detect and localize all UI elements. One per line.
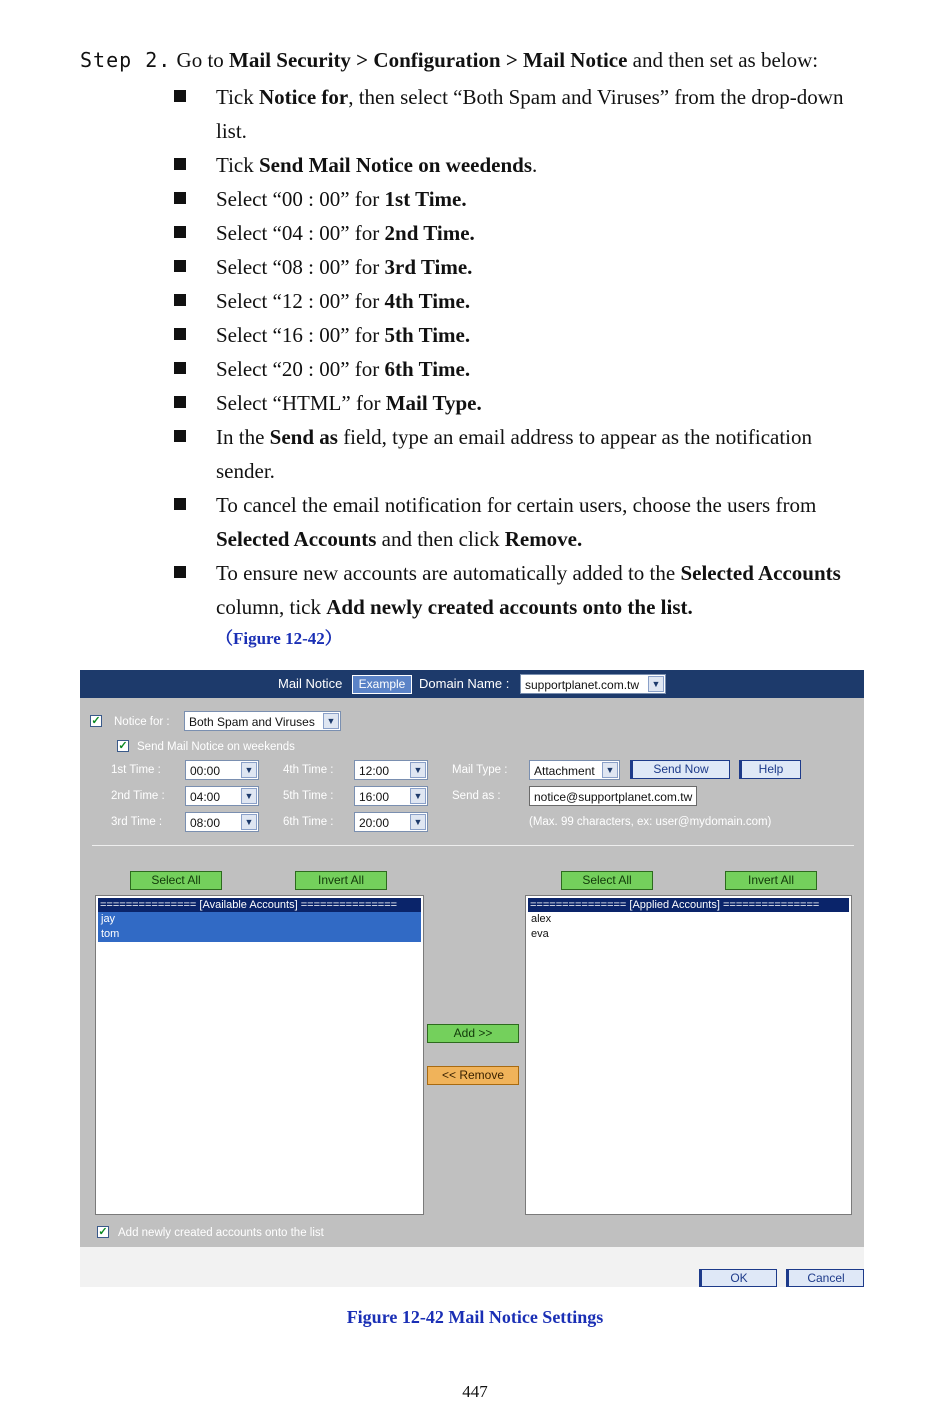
list-item[interactable]: eva bbox=[531, 928, 549, 940]
time-2-value: 04:00 bbox=[190, 790, 221, 804]
time-3-label: 3rd Time : bbox=[111, 816, 163, 828]
instruction-list bbox=[172, 80, 872, 654]
page-number: 447 bbox=[462, 1382, 488, 1401]
bullet-square-icon bbox=[174, 328, 186, 340]
chevron-down-icon: ▼ bbox=[241, 814, 257, 830]
step-intro-end: and then set as below: bbox=[627, 48, 819, 72]
bullet-text: , then select “Both Spam and Viruses” from the drop-down list. bbox=[216, 85, 844, 143]
bullet-text: Select “00 : 00” for bbox=[216, 187, 385, 211]
bullet-text: Tick bbox=[216, 153, 259, 177]
divider bbox=[92, 845, 854, 846]
bullet-square-icon bbox=[174, 362, 186, 374]
available-list-header: =============== [Available Accounts] =============== bbox=[98, 898, 421, 912]
time-4-label: 4th Time : bbox=[283, 764, 334, 776]
list-item bbox=[172, 216, 872, 250]
mail-notice-title: Mail Notice bbox=[278, 676, 343, 691]
bullet-square-icon bbox=[174, 90, 186, 102]
bullet-square-icon bbox=[174, 498, 186, 510]
time-6-select[interactable] bbox=[354, 812, 428, 832]
bullet-text: Select “HTML” for bbox=[216, 391, 386, 415]
bullet-bold: 5th Time. bbox=[384, 323, 471, 347]
send-as-label: Send as : bbox=[452, 790, 501, 802]
bullet-bold: Selected Accounts bbox=[216, 527, 377, 551]
applied-invert-all-button[interactable]: Invert All bbox=[725, 871, 817, 890]
list-item[interactable]: jay bbox=[98, 912, 421, 927]
time-5-value: 16:00 bbox=[359, 790, 390, 804]
bullet-bold: Selected Accounts bbox=[680, 561, 841, 585]
available-select-all-button[interactable]: Select All bbox=[130, 871, 222, 890]
chevron-down-icon: ▼ bbox=[648, 676, 664, 692]
available-invert-all-button[interactable]: Invert All bbox=[295, 871, 387, 890]
bullet-square-icon bbox=[174, 294, 186, 306]
remove-button[interactable]: << Remove bbox=[427, 1066, 519, 1085]
applied-accounts-list[interactable] bbox=[525, 895, 852, 1215]
bullet-square-icon bbox=[174, 260, 186, 272]
time-4-select[interactable] bbox=[354, 760, 428, 780]
bullet-square-icon bbox=[174, 192, 186, 204]
figure-reference: （Figure 12-42） bbox=[216, 629, 342, 648]
cancel-button[interactable]: Cancel bbox=[786, 1269, 864, 1287]
mail-type-label: Mail Type : bbox=[452, 764, 508, 776]
example-button[interactable]: Example bbox=[352, 675, 412, 694]
bullet-square-icon bbox=[174, 566, 186, 578]
list-item bbox=[172, 386, 872, 420]
bullet-text: To ensure new accounts are automatically added to the bbox=[216, 561, 681, 585]
applied-select-all-button[interactable]: Select All bbox=[561, 871, 653, 890]
list-item bbox=[172, 318, 872, 352]
send-as-hint: (Max. 99 characters, ex: user@mydomain.com) bbox=[529, 816, 772, 828]
chevron-down-icon: ▼ bbox=[323, 713, 339, 729]
bullet-text: field, type an email address to appear as the notification sender. bbox=[216, 425, 813, 483]
notice-for-select[interactable] bbox=[184, 711, 341, 731]
weekends-checkbox[interactable]: ✓ bbox=[118, 740, 128, 752]
time-6-label: 6th Time : bbox=[283, 816, 334, 828]
chevron-down-icon: ▼ bbox=[241, 762, 257, 778]
bullet-text: and then click bbox=[376, 527, 505, 551]
time-1-value: 00:00 bbox=[190, 764, 221, 778]
list-item bbox=[172, 352, 872, 386]
chevron-down-icon: ▼ bbox=[410, 762, 426, 778]
domain-name-label: Domain Name : bbox=[419, 676, 510, 691]
mail-notice-panel bbox=[80, 670, 864, 1287]
bullet-text: Select “08 : 00” for bbox=[216, 255, 385, 279]
list-item bbox=[172, 420, 872, 488]
notice-for-checkbox[interactable]: ✓ bbox=[91, 715, 101, 727]
list-item bbox=[172, 80, 872, 148]
bullet-text: Select “12 : 00” for bbox=[216, 289, 385, 313]
list-item bbox=[172, 250, 872, 284]
time-2-label: 2nd Time : bbox=[111, 790, 165, 802]
chevron-down-icon: ▼ bbox=[241, 788, 257, 804]
bullet-text: Tick bbox=[216, 85, 259, 109]
footer-bar bbox=[80, 1247, 864, 1287]
bullet-bold: Send as bbox=[269, 425, 338, 449]
top-bar bbox=[80, 670, 864, 698]
step-label: Step 2. bbox=[80, 48, 172, 72]
add-button[interactable]: Add >> bbox=[427, 1024, 519, 1043]
send-now-button[interactable]: Send Now bbox=[630, 760, 730, 779]
time-3-value: 08:00 bbox=[190, 816, 221, 830]
list-item[interactable]: tom bbox=[98, 927, 421, 942]
bullet-text: column, tick bbox=[216, 595, 327, 619]
bullet-bold: 6th Time. bbox=[384, 357, 471, 381]
time-1-label: 1st Time : bbox=[111, 764, 161, 776]
bullet-text: In the bbox=[216, 425, 270, 449]
weekends-label: Send Mail Notice on weekends bbox=[137, 741, 295, 753]
available-accounts-list[interactable] bbox=[95, 895, 424, 1215]
bullet-bold: 4th Time. bbox=[384, 289, 471, 313]
bullet-text: To cancel the email notification for certain users, choose the users from bbox=[216, 493, 817, 517]
time-3-select[interactable] bbox=[185, 812, 259, 832]
mail-type-value: Attachment bbox=[534, 764, 595, 778]
time-4-value: 12:00 bbox=[359, 764, 390, 778]
domain-select[interactable] bbox=[520, 674, 666, 694]
time-5-label: 5th Time : bbox=[283, 790, 334, 802]
list-item bbox=[172, 488, 872, 556]
bullet-bold: Remove. bbox=[504, 527, 583, 551]
bullet-square-icon bbox=[174, 158, 186, 170]
bullet-square-icon bbox=[174, 396, 186, 408]
send-as-input[interactable]: notice@supportplanet.com.tw bbox=[529, 786, 697, 806]
list-item bbox=[172, 182, 872, 216]
bullet-text: . bbox=[532, 153, 538, 177]
step-heading bbox=[80, 48, 818, 73]
list-item bbox=[172, 556, 872, 624]
chevron-down-icon: ▼ bbox=[602, 762, 618, 778]
bullet-bold: Mail Type. bbox=[385, 391, 482, 415]
bullet-text: Select “16 : 00” for bbox=[216, 323, 385, 347]
ok-button[interactable]: OK bbox=[699, 1269, 777, 1287]
notice-for-value: Both Spam and Viruses bbox=[189, 715, 315, 729]
bullet-square-icon bbox=[174, 226, 186, 238]
bullet-bold: Notice for bbox=[259, 85, 349, 109]
time-5-select[interactable] bbox=[354, 786, 428, 806]
time-1-select[interactable] bbox=[185, 760, 259, 780]
bullet-text: Select “04 : 00” for bbox=[216, 221, 385, 245]
applied-list-header: =============== [Applied Accounts] =============== bbox=[528, 898, 849, 912]
list-item[interactable]: alex bbox=[531, 913, 552, 925]
chevron-down-icon: ▼ bbox=[410, 788, 426, 804]
help-button[interactable]: Help bbox=[739, 760, 801, 779]
mail-type-select[interactable] bbox=[529, 760, 620, 780]
bullet-square-icon bbox=[174, 430, 186, 442]
bullet-bold: Send Mail Notice on weedends bbox=[259, 153, 532, 177]
figure-caption: Figure 12-42 Mail Notice Settings bbox=[346, 1307, 604, 1327]
bullet-text: Select “20 : 00” for bbox=[216, 357, 385, 381]
bullet-bold: 3rd Time. bbox=[384, 255, 473, 279]
list-item bbox=[172, 148, 872, 182]
list-item bbox=[172, 284, 872, 318]
time-6-value: 20:00 bbox=[359, 816, 390, 830]
chevron-down-icon: ▼ bbox=[410, 814, 426, 830]
step-intro: Go to bbox=[171, 48, 230, 72]
notice-for-label: Notice for : bbox=[114, 716, 170, 728]
menu-path: Mail Security > Configuration > Mail Notice bbox=[229, 48, 628, 72]
domain-select-value: supportplanet.com.tw bbox=[525, 678, 640, 692]
bullet-bold: 1st Time. bbox=[384, 187, 467, 211]
time-2-select[interactable] bbox=[185, 786, 259, 806]
auto-add-label: Add newly created accounts onto the list bbox=[118, 1227, 324, 1239]
bullet-bold: 2nd Time. bbox=[384, 221, 475, 245]
auto-add-checkbox[interactable]: ✓ bbox=[98, 1226, 108, 1238]
bullet-bold: Add newly created accounts onto the list. bbox=[326, 595, 693, 619]
